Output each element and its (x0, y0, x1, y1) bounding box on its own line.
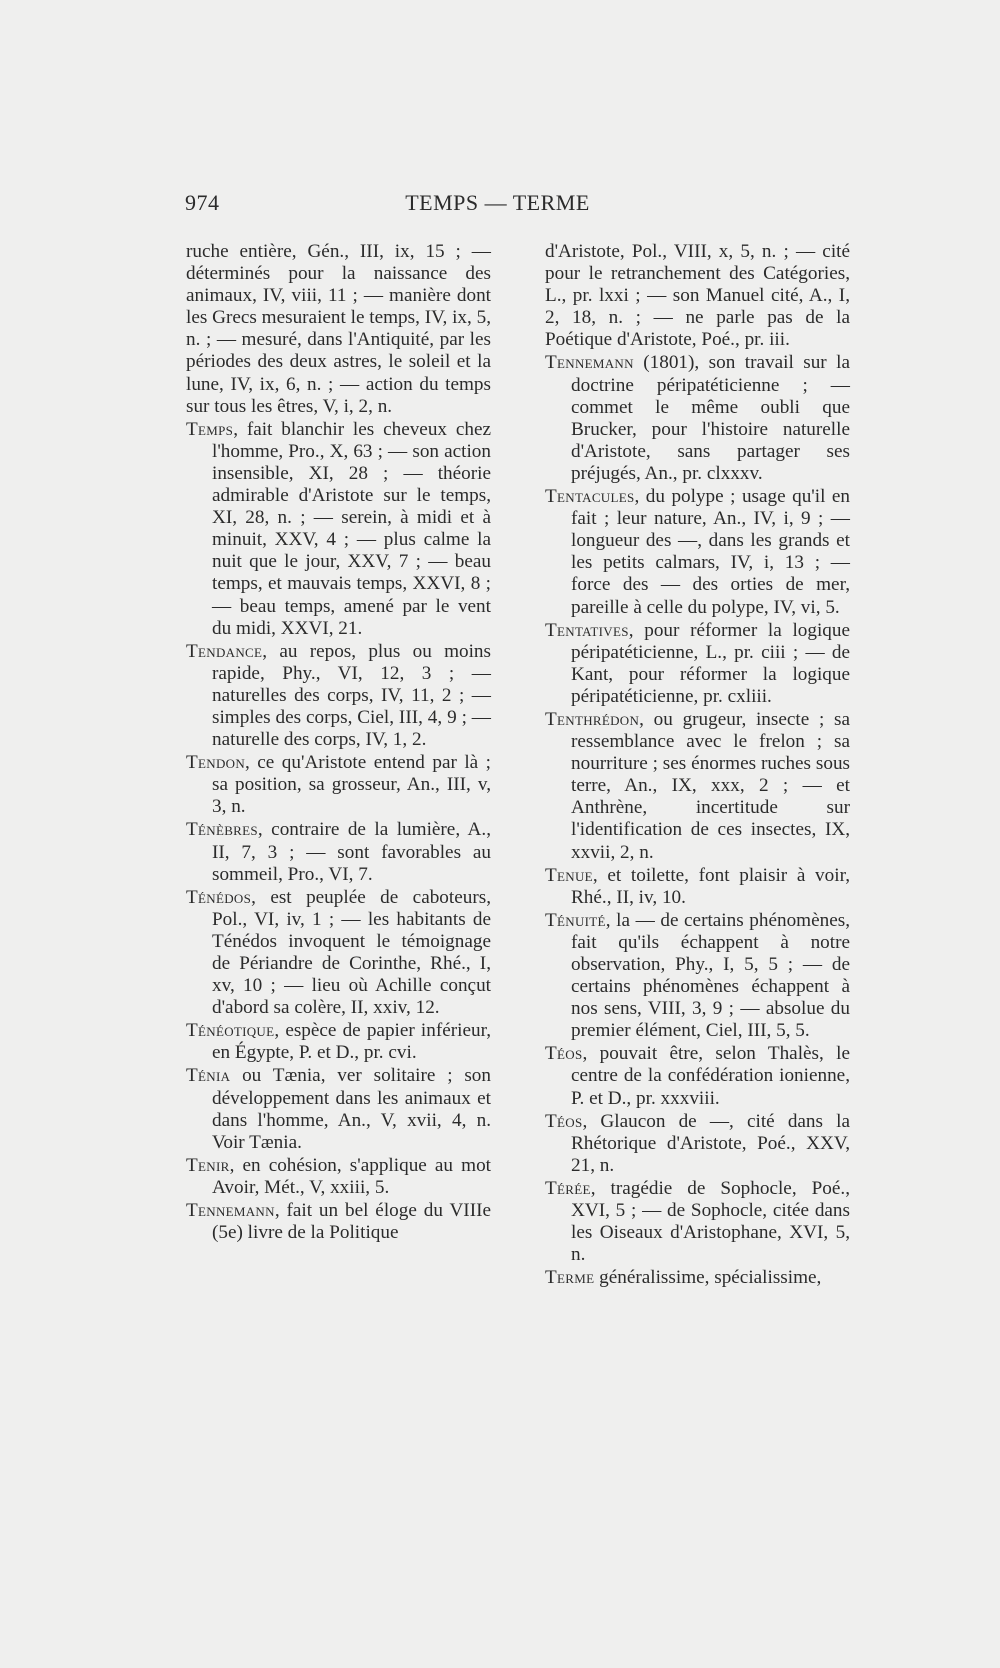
index-entry (545, 1267, 850, 1289)
index-entry (545, 486, 850, 619)
index-entry (186, 419, 491, 640)
entry-headword: Ténèbres (186, 819, 258, 841)
left-column (186, 241, 491, 1245)
index-entry (186, 1155, 491, 1199)
entry-text: , ce qu'Aristote entend par là ; sa position, sa grosseur, An., III, v, 3, n. (212, 752, 491, 818)
index-entry (186, 752, 491, 818)
entry-text: , est peuplée de caboteurs, Pol., VI, iv, 1 ; — les habitants de Ténédos invoquent le témoignage de Périandre de Corinthe, Rhé., I, xv, 10 ; — lieu où Achille conçut d'abord sa colère, II, xxiv, 12. (212, 886, 491, 1019)
entry-headword: Tennemann (545, 352, 634, 374)
entry-headword: Ténuité (545, 909, 606, 931)
index-entry: ruche entière, Gén., III, ix, 15 ; — déterminés pour la naissance des animaux, IV, viii, 11 ; — manière dont les Grecs mesuraient le temps, IV, ix, 5, n. ; — mesuré, dans l'Antiquité, par les périodes des deux astres, le soleil et la lune, IV, ix, 6, n. ; — action du temps sur tous les êtres, V, i, 2, n. (186, 241, 491, 417)
entry-text: , au repos, plus ou moins rapide, Phy., VI, 12, 3 ; — naturelles des corps, IV, 11, 2 ; — simples des corps, Ciel, III, 4, 9 ; — naturelle des corps, IV, 1, 2. (212, 640, 491, 751)
entry-headword: Temps (186, 418, 234, 440)
entry-text: , pouvait être, selon Thalès, le centre de la confédération ionienne, P. et D., pr. xxxviii. (571, 1043, 850, 1109)
running-title: TEMPS — TERME (405, 190, 590, 215)
index-entry (186, 819, 491, 885)
right-column (545, 241, 850, 1290)
entry-headword: Tenir (186, 1154, 230, 1176)
entry-headword: Tendon (186, 752, 246, 774)
entry-text: , fait un bel éloge du VIIIe (5e) livre de la Politique (212, 1200, 491, 1244)
page-header (185, 190, 810, 220)
entry-headword: Ténédos (186, 886, 252, 908)
entry-text: , pour réformer la logique péripatéticienne, L., pr. ciii ; — de Kant, pour réformer la logique péripatéticienne, pr. cxliii. (571, 619, 850, 707)
entry-headword: Tendance (186, 640, 263, 662)
entry-text: , espèce de papier inférieur, en Égypte, P. et D., pr. cvi. (212, 1020, 491, 1064)
entry-headword: Terme (545, 1267, 595, 1289)
entry-text: ou Tænia, ver solitaire ; son développement dans les animaux et dans l'homme, An., V, xvii, 4, n. Voir Tænia. (212, 1065, 491, 1153)
index-entry (186, 641, 491, 751)
entry-headword: Tentatives (545, 619, 629, 641)
entry-headword: Ténéotique (186, 1020, 275, 1042)
entry-headword: Téos (545, 1110, 583, 1132)
index-entry (186, 1020, 491, 1064)
index-entry (545, 865, 850, 909)
index-entry (545, 709, 850, 864)
entry-text: , ou grugeur, insecte ; sa ressemblance avec le frelon ; sa nourriture ; ses énormes ruches sous terre, An., IX, xxx, 2 ; — et Anthrène, incertitude sur l'identification de ces insectes, IX, xxvii, 2, n. (571, 708, 850, 863)
index-entry (545, 1043, 850, 1109)
index-entry (545, 620, 850, 708)
entry-headword: Ténia (186, 1065, 231, 1087)
index-entry (545, 1178, 850, 1266)
index-entry (186, 1065, 491, 1153)
index-entry (545, 352, 850, 485)
entry-text: , fait blanchir les cheveux chez l'homme, Pro., X, 63 ; — son action insensible, XI, 28 ; — théorie admirable d'Aristote sur le temps, XI, 28, n. ; — serein, à midi et à minuit, XXV, 4 ; — plus calme la nuit que le jour, XXV, 7 ; — beau temps, et mauvais temps, XXVI, 8 ; — beau temps, amené par le vent du midi, XXVI, 21. (212, 418, 491, 639)
entry-text: généralissime, spécialissime, (594, 1267, 822, 1289)
entry-text: , la — de certains phénomènes, fait qu'ils échappent à notre observation, Phy., I, 5, 5 ; — de certains phénomènes échappent à nos sens, VIII, 3, 9 ; — absolue du premier élément, Ciel, III, 5, 5. (571, 909, 850, 1042)
index-entry (186, 887, 491, 1020)
entry-text: , contraire de la lumière, A., II, 7, 3 ; — sont favorables au sommeil, Pro., VI, 7. (212, 819, 491, 885)
entry-headword: Tenue (545, 864, 593, 886)
entry-headword: Tennemann (186, 1200, 275, 1222)
entry-text: (1801), son travail sur la doctrine péripatéticienne ; — commet le même oubli que Brucker, pour l'histoire naturelle d'Aristote, sans partager ses préjugés, An., pr. clxxxv. (571, 352, 850, 484)
entry-text: , tragédie de Sophocle, Poé., XVI, 5 ; — de Sophocle, citée dans les Oiseaux d'Aristophane, XVI, 5, n. (571, 1177, 850, 1266)
entry-text: , du polype ; usage qu'il en fait ; leur nature, An., IV, i, 9 ; — longueur des —, dans les grands et les petits calmars, IV, i, 13 ; — force des — des orties de mer, pareille à celle du polype, IV, vi, 5. (571, 486, 850, 618)
entry-headword: Térée (545, 1177, 591, 1199)
entry-headword: Tentacules (545, 486, 635, 508)
index-entry (186, 1200, 491, 1244)
index-entry: d'Aristote, Pol., VIII, x, 5, n. ; — cité pour le retranchement des Catégories, L., pr. lxxi ; — son Manuel cité, A., I, 2, 18, n. ; — ne parle pas de la Poétique d'Aristote, Poé., pr. iii. (545, 241, 850, 351)
index-entry (545, 910, 850, 1043)
entry-headword: Tenthrédon (545, 708, 640, 730)
entry-text: , et toilette, font plaisir à voir, Rhé., II, iv, 10. (571, 864, 850, 908)
entry-text: , Glaucon de —, cité dans la Rhétorique d'Aristote, Poé., XXV, 21, n. (571, 1110, 850, 1176)
page-number: 974 (185, 190, 220, 215)
entry-headword: Téos (545, 1043, 583, 1065)
entry-text: , en cohésion, s'applique au mot Avoir, Mét., V, xxiii, 5. (212, 1154, 491, 1198)
index-entry (545, 1111, 850, 1177)
